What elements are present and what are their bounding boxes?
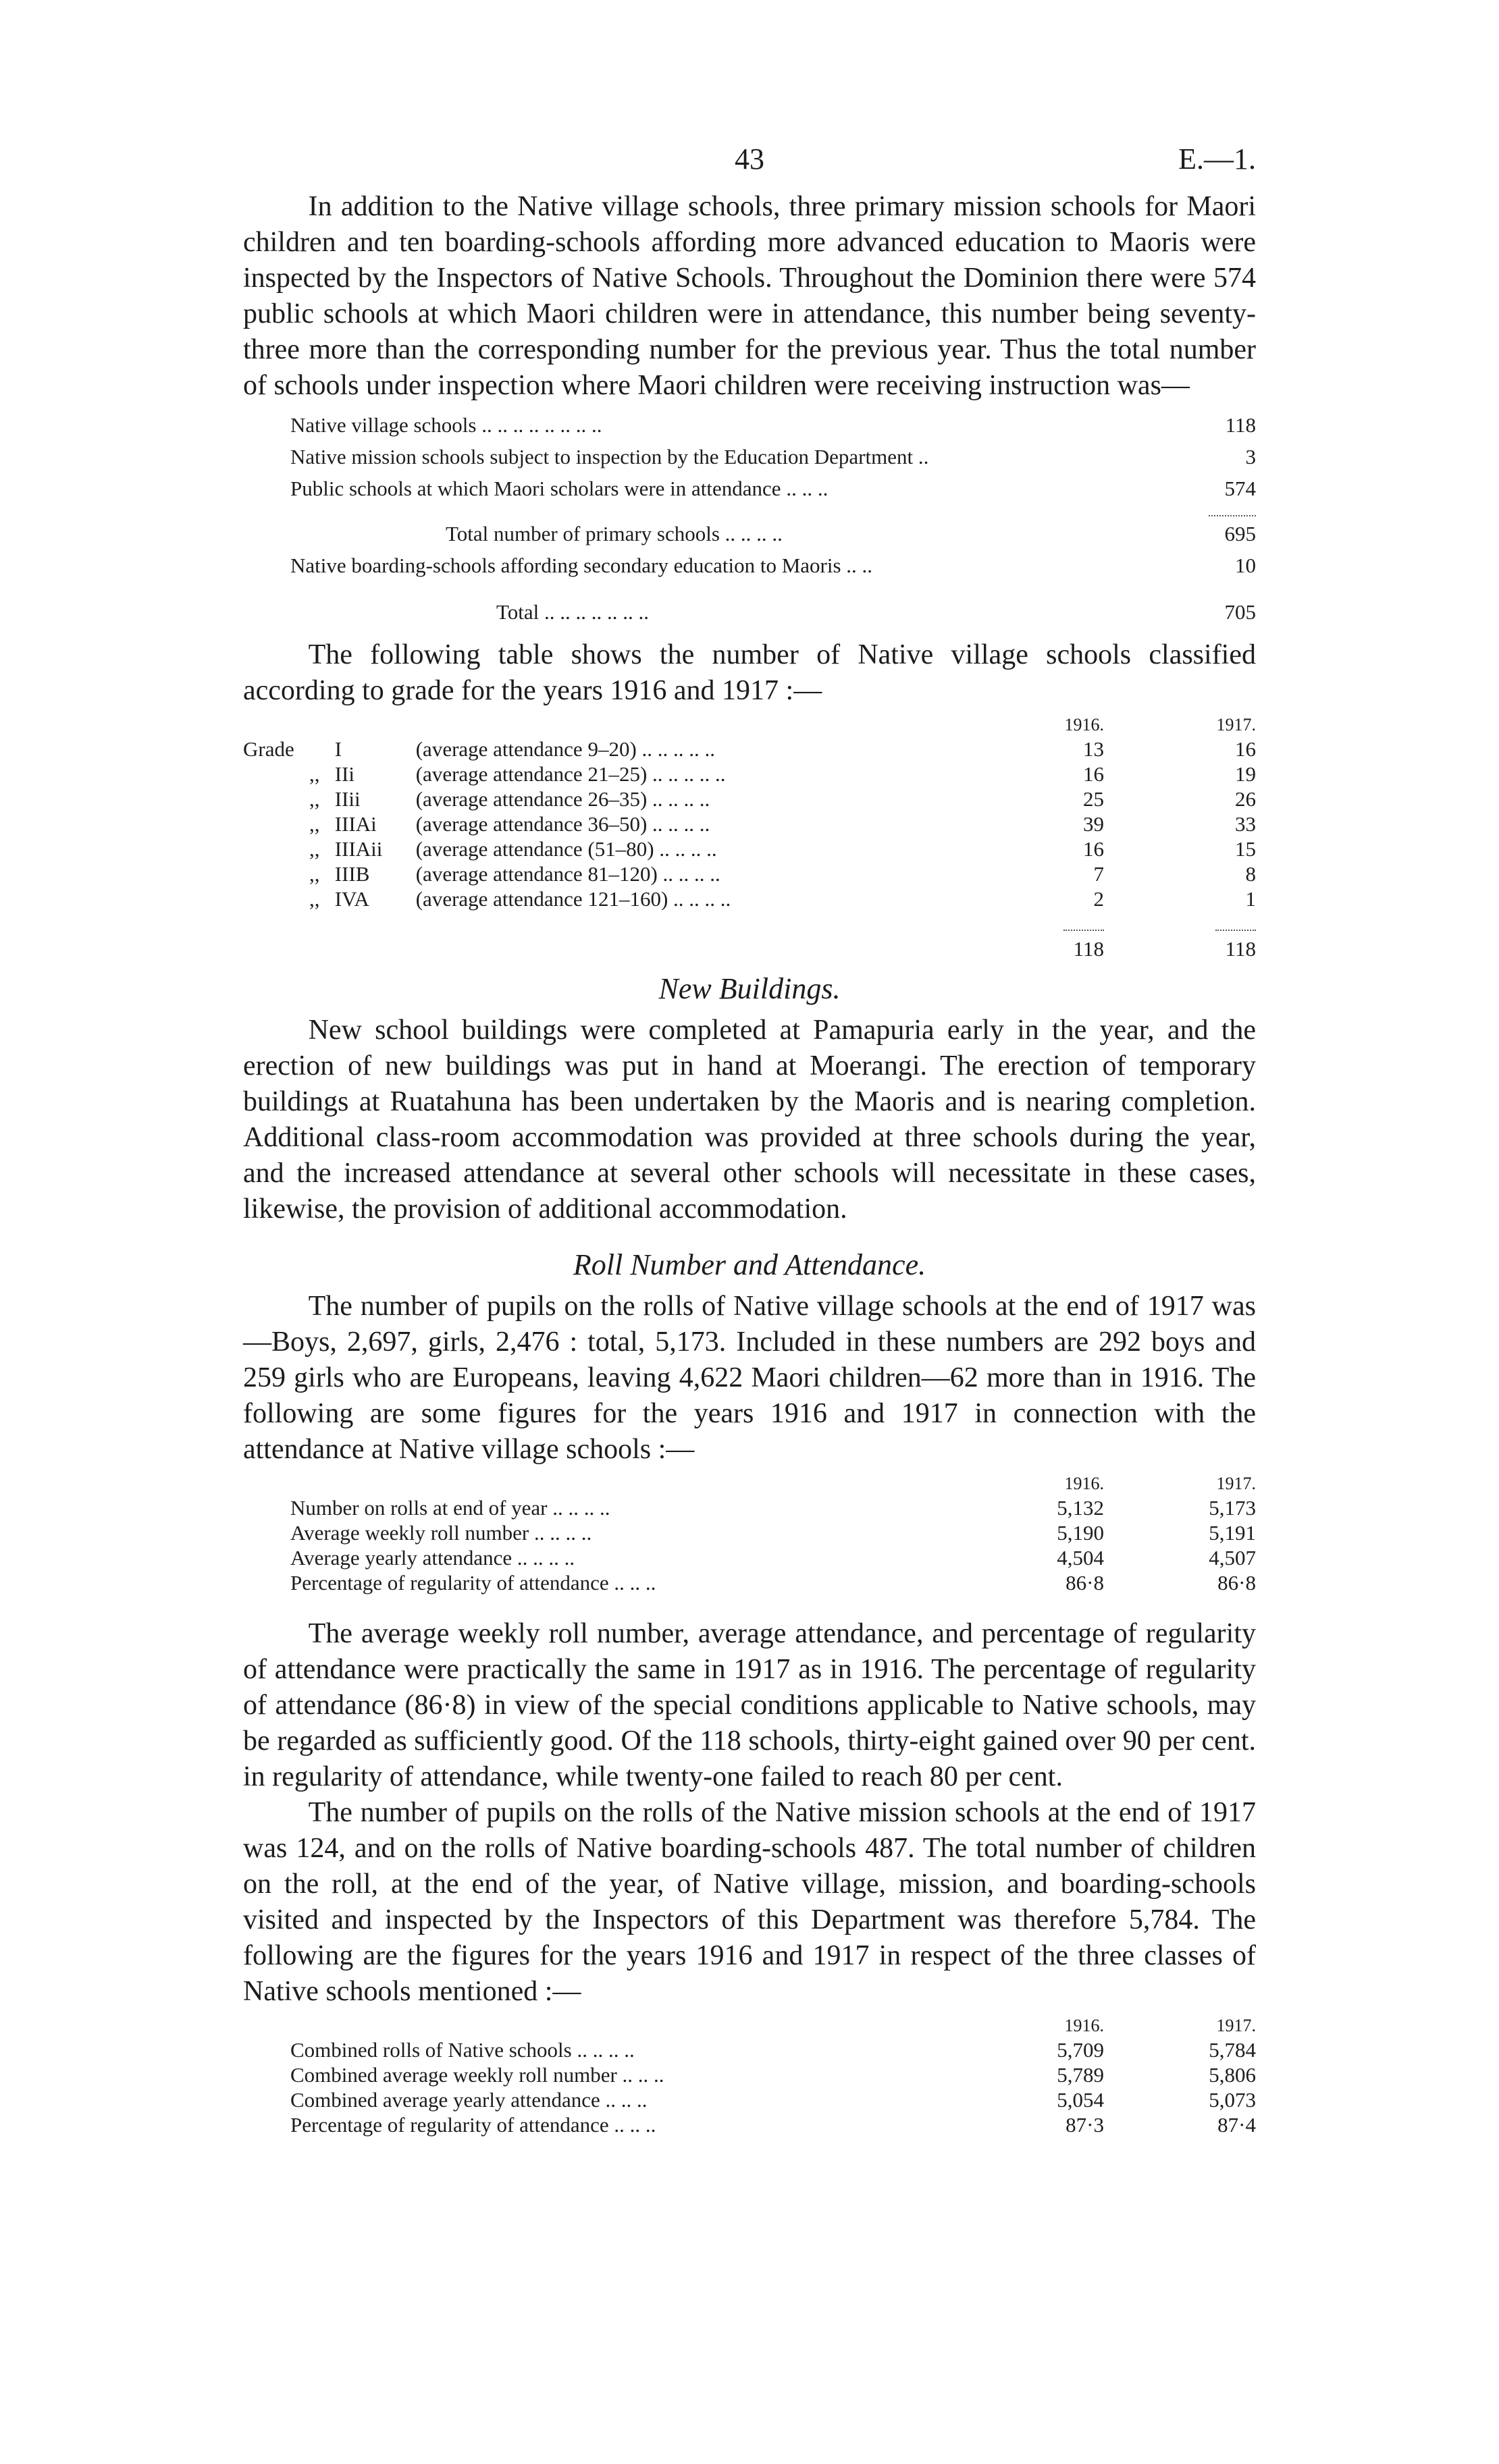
value-1917: 26 (1235, 787, 1256, 811)
summary-label: Native mission schools subject to inspection by the Education Department .. (290, 445, 929, 468)
grade-code: IIIAii (334, 837, 383, 861)
column-header-1916: 1916. (1064, 1474, 1104, 1493)
table-row (243, 2063, 1256, 2088)
row-label: Combined rolls of Native schools .. .. .. .. (290, 2038, 635, 2062)
table-row (243, 2088, 1256, 2113)
value-1916: 13 (1083, 737, 1104, 761)
grade-desc: (average attendance (51–80) .. .. .. .. (415, 837, 717, 861)
summary-row (243, 477, 1256, 508)
value-1916: 86·8 (1066, 1571, 1104, 1595)
grade-desc: (average attendance 121–160) .. .. .. .. (415, 887, 731, 911)
value-1916: 16 (1083, 837, 1104, 861)
grade-desc: (average attendance 36–50) .. .. .. .. (415, 812, 710, 836)
value-1916: 5,709 (1057, 2038, 1104, 2062)
summary-value: 118 (1225, 413, 1256, 437)
value-1916: 39 (1083, 812, 1104, 836)
total-row (243, 937, 1256, 962)
new-buildings-heading: New Buildings. (658, 972, 841, 1005)
grade-code: IIi (334, 762, 354, 786)
row-label: Average yearly attendance .. .. .. .. (290, 1546, 575, 1570)
summary-label: Native village schools .. .. .. .. .. .. .. .. (290, 413, 602, 437)
grade-desc: (average attendance 9–20) .. .. .. .. .. (415, 737, 716, 761)
ditto-mark: ,, (309, 837, 320, 861)
table-row (243, 1521, 1256, 1546)
grade-desc: (average attendance 26–35) .. .. .. .. (415, 787, 710, 811)
value-1917: 15 (1235, 837, 1256, 861)
grade-desc: (average attendance 81–120) .. .. .. .. (415, 862, 720, 886)
row-label: Average weekly roll number .. .. .. .. (290, 1521, 592, 1545)
row-label: Combined average weekly roll number .. .. .. (290, 2063, 664, 2087)
table-row (243, 737, 1256, 762)
schools-summary (243, 413, 1256, 632)
document-reference: E.—1. (1178, 142, 1256, 176)
grade-desc: (average attendance 21–25) .. .. .. .. .. (415, 762, 726, 786)
value-1917: 1 (1245, 887, 1256, 911)
new-buildings-paragraph: New school buildings were completed at Pamapuria early in the year, and the erection of new buildings was put in hand at Moerangi. The erection of temporary buildings at Ruatahuna has been undertaken by the Maoris and is nearing completion. Additional class-room accommodation was provided at three schools during the year, and the increased attendance at several other schools will necessitate in these cases, likewise, the provision of additional accommodation. (243, 1015, 1256, 1225)
grade-code: IIIAi (334, 812, 377, 836)
value-1916: 16 (1083, 762, 1104, 786)
ditto-mark: ,, (309, 862, 320, 886)
value-1916: 5,190 (1057, 1521, 1104, 1545)
table-row (243, 762, 1256, 787)
grade-table (243, 713, 1256, 962)
column-header-1916: 1916. (1064, 2016, 1104, 2035)
total-rule-row (243, 912, 1256, 937)
regularity-paragraph: The average weekly roll number, average attendance, and percentage of regularity of attendance were practically the same in 1917 as in 1916. The percentage of regularity of attendance (86·8) in view of the special conditions applicable to Native schools, may be regarded as sufficiently good. Of the 118 schools, thirty-eight gained over 90 per cent. in regularity of attendance, while twenty-one failed to reach 80 per cent. (243, 1618, 1256, 1792)
value-1917: 5,191 (1209, 1521, 1256, 1545)
summary-total-row (243, 600, 1256, 632)
table-row (243, 862, 1256, 887)
total-label: Total .. .. .. .. .. .. .. (496, 600, 650, 624)
summary-row (243, 413, 1256, 445)
value-1916: 5,132 (1057, 1496, 1104, 1520)
table-row (243, 1571, 1256, 1596)
column-header-1916: 1916. (1064, 715, 1104, 734)
row-label: Combined average yearly attendance .. .. .. (290, 2088, 648, 2112)
value-1917: 16 (1235, 737, 1256, 761)
attendance-table (243, 1472, 1256, 1596)
summary-value: 3 (1245, 445, 1256, 468)
value-1916: 25 (1083, 787, 1104, 811)
grade-prefix: Grade (243, 737, 294, 761)
total-value: 705 (1224, 600, 1256, 624)
value-1917: 5,806 (1209, 2063, 1256, 2087)
table-row (243, 1496, 1256, 1521)
page-number: 43 (735, 142, 764, 176)
table-row (243, 837, 1256, 862)
row-label: Percentage of regularity of attendance .. .. .. (290, 1571, 656, 1595)
grade-code: IVA (334, 887, 369, 911)
value-1916: 87·3 (1066, 2113, 1104, 2137)
roll-heading: Roll Number and Attendance. (573, 1248, 926, 1281)
total-1916: 118 (1073, 937, 1104, 961)
column-header-1917: 1917. (1216, 2016, 1256, 2035)
subtotal-label: Total number of primary schools .. .. .. .. (446, 522, 783, 545)
ditto-mark: ,, (309, 887, 320, 911)
value-1916: 2 (1093, 887, 1104, 911)
ditto-mark: ,, (309, 762, 320, 786)
mission-paragraph: The number of pupils on the rolls of the Native mission schools at the end of 1917 was 124, and on the rolls of Native boarding-schools 487. The total number of children on the roll, at the end of the year, of Native village, mission, and boarding-schools visited and inspected by the Inspectors of this Department was therefore 5,784. The following are the figures for the years 1916 and 1917 in respect of the three classes of Native schools mentioned :— (243, 1797, 1256, 2007)
summary-row (243, 445, 1256, 477)
total-1917: 118 (1225, 937, 1256, 961)
table-row (243, 787, 1256, 812)
combined-table (243, 2014, 1256, 2138)
value-1917: 5,173 (1209, 1496, 1256, 1520)
value-1916: 5,054 (1057, 2088, 1104, 2112)
table-row (243, 2113, 1256, 2138)
value-1917: 86·8 (1217, 1571, 1256, 1595)
value-1917: 4,507 (1209, 1546, 1256, 1570)
ditto-mark (294, 737, 335, 762)
value-1917: 5,073 (1209, 2088, 1256, 2112)
document-page (243, 142, 1256, 2147)
summary-subtotal-row (243, 522, 1256, 554)
table-row (243, 2038, 1256, 2063)
grade-code: IIii (334, 787, 361, 811)
value-1917: 5,784 (1209, 2038, 1256, 2062)
intro-paragraph: In addition to the Native village schools, three primary mission schools for Maori children and ten boarding-schools affording more advanced education to Maoris were inspected by the Inspectors of Native Schools. Throughout the Dominion there were 574 public schools at which Maori children were in attendance, this number being seventy-three more than the corresponding number for the previous year. Thus the total number of schools under inspection where Maori children were receiving instruction was— (243, 191, 1256, 401)
table-row (243, 812, 1256, 837)
grade-code: IIIB (334, 862, 370, 886)
value-1916: 7 (1093, 862, 1104, 886)
value-1917: 33 (1235, 812, 1256, 836)
column-header-1917: 1917. (1216, 715, 1256, 734)
value-1916: 4,504 (1057, 1546, 1104, 1570)
row-label: Number on rolls at end of year .. .. .. .. (290, 1496, 610, 1520)
page-header (243, 142, 1256, 189)
value-1917: 87·4 (1217, 2113, 1256, 2137)
boarding-label: Native boarding-schools affording secondary education to Maoris .. .. (290, 554, 873, 577)
column-header-1917: 1917. (1216, 1474, 1256, 1493)
subtotal-value: 695 (1224, 522, 1256, 545)
table-row (243, 887, 1256, 912)
table-row (243, 1546, 1256, 1571)
value-1917: 19 (1235, 762, 1256, 786)
value-1917: 8 (1245, 862, 1256, 886)
boarding-value: 10 (1235, 554, 1256, 577)
ditto-mark: ,, (309, 812, 320, 836)
grade-code: I (334, 737, 342, 761)
summary-value: 574 (1224, 477, 1256, 500)
summary-rule (243, 508, 1256, 522)
grade-intro: The following table shows the number of Native village schools classified according to grade for the years 1916 and 1917 :— (243, 639, 1256, 706)
roll-paragraph: The number of pupils on the rolls of Native village schools at the end of 1917 was—Boys, 2,697, girls, 2,476 : total, 5,173. Included in these numbers are 292 boys and 259 girls who are Europeans, leaving 4,622 Maori children—62 more than in 1916. The following are some figures for the years 1916 and 1917 in connection with the attendance at Native village schools :— (243, 1291, 1256, 1465)
summary-label: Public schools at which Maori scholars were in attendance .. .. .. (290, 477, 829, 500)
ditto-mark: ,, (309, 787, 320, 811)
row-label: Percentage of regularity of attendance .. .. .. (290, 2113, 656, 2137)
value-1916: 5,789 (1057, 2063, 1104, 2087)
summary-boarding-row (243, 554, 1256, 585)
